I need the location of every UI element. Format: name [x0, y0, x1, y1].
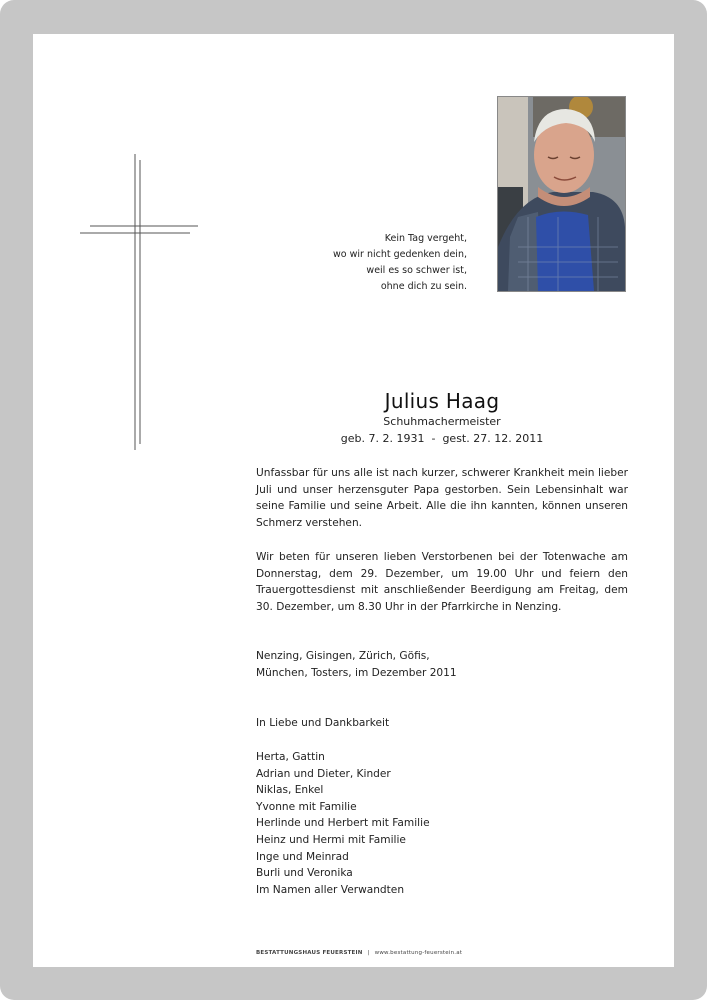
- poem-line: ohne dich zu sein.: [380, 281, 467, 292]
- footer-url-link[interactable]: www.bestattung-feuerstein.at: [374, 950, 463, 956]
- deceased-profession: Schuhmachermeister: [383, 415, 501, 428]
- list-item: Herlinde und Herbert mit Familie: [256, 817, 430, 830]
- poem-line: weil es so schwer ist,: [366, 265, 467, 276]
- service-paragraph: Wir beten für unseren lieben Verstorbenen bei der Totenwache am Donnerstag, dem 29. Dezember, um 19.00 Uhr und feiern den Trauergottesdienst mit anschließender Beerdigung am Freitag, dem 30. Dezember, um 8.30 Uhr in der Pfarrkirche in Nenzing.: [256, 551, 628, 613]
- list-item: Im Namen aller Verwandten: [256, 883, 405, 896]
- footer-separator: |: [367, 950, 370, 956]
- closing-line: In Liebe und Dankbarkeit: [256, 717, 390, 729]
- portrait-photo: [497, 96, 626, 292]
- poem-line: Kein Tag vergeht,: [384, 233, 467, 244]
- memorial-poem: [300, 231, 467, 295]
- deceased-name: Julius Haag: [384, 389, 500, 413]
- poem-line: wo wir nicht gedenken dein,: [333, 249, 467, 260]
- cross-icon: [80, 154, 198, 450]
- place-line: München, Tosters, im Dezember 2011: [256, 666, 457, 679]
- footer: [256, 950, 462, 956]
- announcement-paragraph: Unfassbar für uns alle ist nach kurzer, schwerer Krankheit mein lieber Juli und unser herzensguter Papa gestorben. Sein Lebensinhalt war seine Familie und seine Arbeit. Alle die ihn kannten, können unseren Schmerz verstehen.: [256, 467, 628, 529]
- life-dates: geb. 7. 2. 1931 - gest. 27. 12. 2011: [340, 432, 544, 445]
- place-line: Nenzing, Gisingen, Zürich, Göfis,: [256, 650, 430, 662]
- closing-phrase: [256, 715, 636, 732]
- list-item: Niklas, Enkel: [256, 784, 324, 797]
- list-item: Burli und Veronika: [256, 867, 353, 880]
- place-and-date: [256, 648, 636, 681]
- portrait-illustration: [498, 97, 625, 291]
- list-item: Adrian und Dieter, Kinder: [256, 767, 391, 780]
- list-item: Inge und Meinrad: [256, 850, 349, 863]
- mourners-list: [256, 749, 636, 898]
- funeral-home-name: BESTATTUNGSHAUS FEUERSTEIN: [256, 950, 363, 956]
- list-item: Herta, Gattin: [256, 751, 325, 763]
- list-item: Yvonne mit Familie: [256, 800, 357, 813]
- list-item: Heinz und Hermi mit Familie: [256, 833, 406, 846]
